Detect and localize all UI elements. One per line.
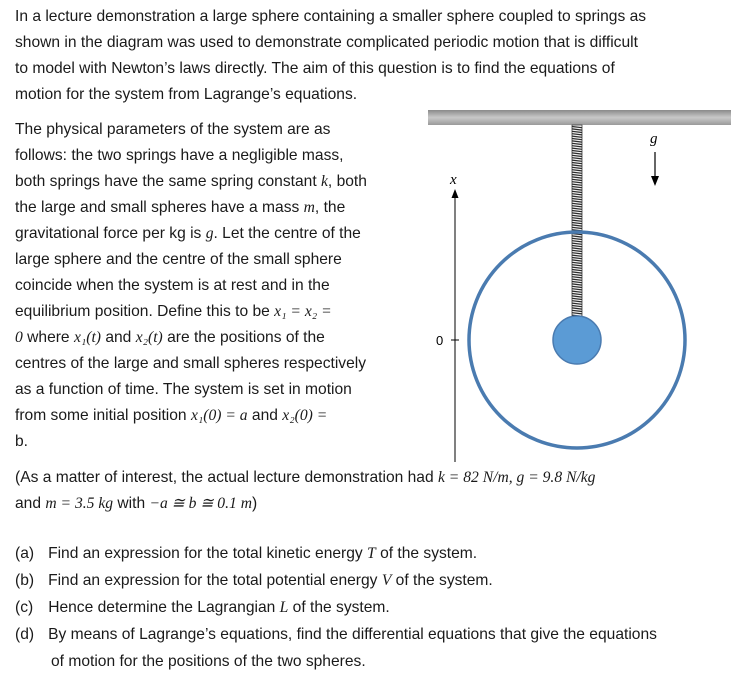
- note-line-2: and m = 3.5 kg with −a ≅ b ≅ 0.1 m): [15, 495, 258, 512]
- equation-initial-x1: x₁(0) = a: [190, 407, 248, 424]
- params-line-3: both springs have the same spring constant k, both: [15, 173, 367, 190]
- gravity-label: g: [650, 131, 658, 147]
- params-line-2: follows: the two springs have a negligible mass,: [15, 147, 344, 164]
- question-d: (d) By means of Lagrange’s equations, find the differential equations that give the equations: [15, 626, 657, 643]
- symbol-g: g: [205, 225, 214, 242]
- ceiling-bar: [428, 110, 731, 125]
- equation-initial-x2: x₂(0) =: [282, 407, 328, 424]
- question-a: (a) Find an expression for the total kinetic energy T of the system.: [15, 545, 478, 562]
- params-line-4: the large and small spheres have a mass m, the: [15, 199, 346, 216]
- intro-line-1: In a lecture demonstration a large sphere containing a smaller sphere coupled to springs as: [15, 8, 647, 25]
- note-line-1: (As a matter of interest, the actual lecture demonstration had k = 82 N/m, g = 9.8 N/kg: [15, 469, 596, 486]
- x-axis-label: x: [450, 172, 457, 188]
- spring-sphere-diagram: [425, 110, 735, 466]
- intro-line-3: to model with Newton’s laws directly. The aim of this question is to find the equations of: [15, 60, 615, 77]
- question-b: (b) Find an expression for the total potential energy V of the system.: [15, 572, 493, 589]
- equation-mass: m = 3.5 kg: [45, 495, 114, 512]
- zero-label: 0: [436, 333, 444, 348]
- symbol-k: k: [321, 173, 328, 190]
- intro-line-2: shown in the diagram was used to demonstrate complicated periodic motion that is difficult: [15, 34, 638, 51]
- equation-equilibrium: x₁ = x₂ =: [274, 303, 332, 320]
- params-line-13: b.: [15, 433, 29, 450]
- small-sphere: [553, 316, 601, 364]
- params-line-10: centres of the large and small spheres respectively: [15, 355, 367, 372]
- params-line-12: from some initial position x₁(0) = a and x₂(0) =: [15, 407, 328, 424]
- lower-spring: [572, 232, 582, 316]
- intro-line-4: motion for the system from Lagrange’s equations.: [15, 86, 358, 103]
- symbol-x2t: x₂(t): [135, 329, 163, 346]
- params-line-7: coincide when the system is at rest and in the: [15, 277, 330, 294]
- gravity-arrowhead: [651, 176, 659, 186]
- params-line-1: The physical parameters of the system are as: [15, 121, 331, 138]
- upper-spring: [572, 125, 582, 232]
- equation-amplitudes: −a ≅ b ≅ 0.1 m: [149, 495, 252, 512]
- equation-constants: k = 82 N/m, g = 9.8 N/kg: [437, 469, 596, 486]
- question-d-continuation: of motion for the positions of the two spheres.: [51, 653, 366, 670]
- x-axis-arrowhead: [452, 189, 459, 198]
- question-c: (c) Hence determine the Lagrangian L of the system.: [15, 599, 390, 616]
- params-line-11: as a function of time. The system is set in motion: [15, 381, 352, 398]
- symbol-m: m: [303, 199, 315, 216]
- symbol-x1t: x₁(t): [73, 329, 101, 346]
- params-line-5: gravitational force per kg is g. Let the centre of the: [15, 225, 361, 242]
- params-line-8: equilibrium position. Define this to be x₁ = x₂ =: [15, 303, 332, 320]
- params-line-9: 0 where x₁(t) and x₂(t) are the positions of the: [15, 329, 325, 346]
- params-line-6: large sphere and the centre of the small sphere: [15, 251, 342, 268]
